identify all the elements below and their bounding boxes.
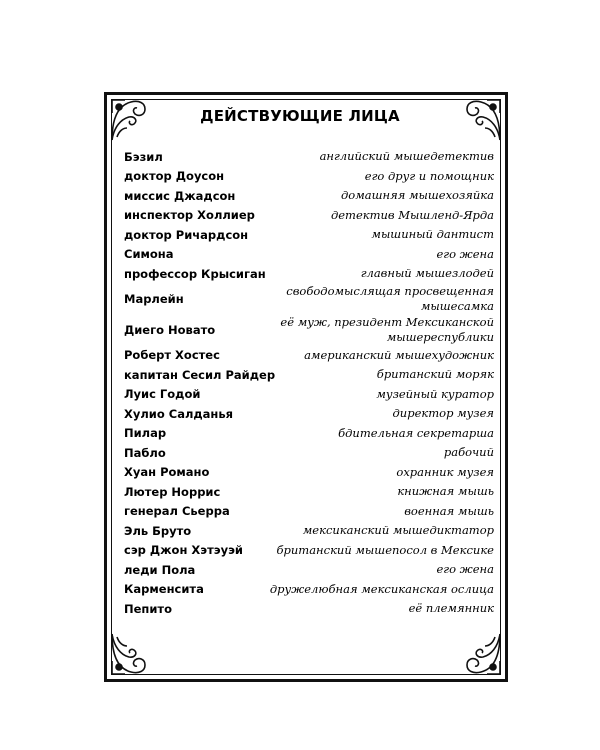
role-line: детектив Мышленд-Ярда: [330, 207, 494, 222]
cast-row: [124, 186, 494, 206]
cast-row: [124, 443, 494, 463]
cast-row: [124, 365, 494, 385]
role-line: его друг и помощник: [364, 168, 494, 183]
character-name: генерал Сьерра: [124, 504, 230, 519]
character-name: миссис Джадсон: [124, 188, 236, 203]
character-name: Лютер Норрис: [124, 484, 221, 499]
character-name: Карменсита: [124, 582, 204, 597]
role-line: музейный куратор: [376, 386, 494, 401]
character-role: [404, 504, 494, 519]
role-line: свободомыслящая просвещенная: [286, 284, 494, 298]
cast-row: [124, 599, 494, 619]
character-role: [397, 484, 494, 499]
cast-row: [124, 463, 494, 483]
character-name: Симона: [124, 247, 174, 262]
role-line: директор музея: [392, 406, 494, 421]
character-role: [341, 188, 494, 203]
cast-row: [124, 404, 494, 424]
character-name: Хуан Романо: [124, 465, 210, 480]
cast-row: [124, 521, 494, 541]
character-name: Эль Бруто: [124, 523, 192, 538]
role-line: её племянник: [408, 601, 494, 616]
cast-row: [124, 482, 494, 502]
cast-row: [124, 284, 494, 315]
role-line: главный мышезлодей: [360, 266, 494, 281]
cast-row: [124, 424, 494, 444]
page-title: ДЕЙСТВУЮЩИЕ ЛИЦА: [200, 107, 400, 125]
role-line: дружелюбная мексиканская ослица: [269, 581, 494, 596]
character-name: Бэзил: [124, 149, 163, 164]
role-line: мышесамка: [420, 299, 494, 313]
character-role: [436, 562, 494, 577]
character-name: леди Пола: [124, 562, 196, 577]
character-role: [277, 543, 495, 558]
character-name: сэр Джон Хэтэуэй: [124, 543, 243, 558]
character-name: Диего Новато: [124, 323, 216, 337]
character-name: профессор Крысиган: [124, 266, 266, 281]
character-name: доктор Ричардсон: [124, 227, 249, 242]
character-name: Пилар: [124, 426, 167, 441]
corner-ornament-icon: [457, 631, 503, 677]
role-line: мышиный дантист: [371, 227, 494, 242]
character-role: [303, 523, 494, 538]
cast-row: [124, 385, 494, 405]
role-line: военная мышь: [404, 503, 494, 518]
role-line: британский мышепосол в Мексике: [276, 542, 494, 557]
role-line: английский мышедетектив: [319, 149, 494, 164]
character-role: [365, 169, 494, 184]
character-role: [361, 266, 494, 281]
character-role: [286, 284, 494, 314]
character-name: доктор Доусон: [124, 169, 225, 184]
cast-row: [124, 541, 494, 561]
cast-row: [124, 502, 494, 522]
cast-row: [124, 245, 494, 265]
cast-row: [124, 560, 494, 580]
character-role: [396, 465, 494, 480]
character-role: [377, 367, 494, 382]
cast-row: [124, 225, 494, 245]
cast-row: [124, 580, 494, 600]
character-role: [304, 348, 494, 363]
role-line: рабочий: [443, 445, 494, 460]
role-line: американский мышехудожник: [304, 347, 494, 362]
role-line: его жена: [436, 562, 494, 577]
character-role: [320, 149, 494, 164]
character-name: Пабло: [124, 445, 166, 460]
role-line: мышереспублики: [386, 330, 494, 344]
character-role: [280, 315, 494, 345]
role-line: охранник музея: [396, 464, 494, 479]
cast-row: [124, 206, 494, 226]
character-role: [444, 445, 494, 460]
character-name: Марлейн: [124, 292, 184, 306]
character-name: капитан Сесил Райдер: [124, 367, 276, 382]
role-line: домашняя мышехозяйка: [341, 188, 494, 203]
character-name: Луис Годой: [124, 387, 201, 402]
role-line: британский моряк: [376, 367, 494, 382]
character-role: [331, 208, 494, 223]
role-line: его жена: [436, 246, 494, 261]
character-role: [270, 582, 494, 597]
character-role: [338, 426, 494, 441]
corner-ornament-icon: [109, 631, 155, 677]
cast-row: [124, 167, 494, 187]
character-role: [409, 601, 494, 616]
role-line: мексиканский мышедиктатор: [302, 523, 494, 538]
cast-row: [124, 315, 494, 346]
character-role: [436, 247, 494, 262]
role-line: бдительная секретарша: [338, 425, 494, 440]
role-line: книжная мышь: [397, 484, 494, 499]
character-role: [371, 227, 494, 242]
character-name: Роберт Хостес: [124, 348, 220, 363]
character-role: [376, 387, 494, 402]
role-line: её муж, президент Мексиканской: [280, 315, 494, 329]
character-name: инспектор Холлиер: [124, 208, 255, 223]
character-name: Пепито: [124, 601, 172, 616]
character-role: [393, 406, 494, 421]
cast-list: [124, 147, 494, 619]
cast-row: [124, 147, 494, 167]
character-name: Хулио Салданья: [124, 406, 234, 421]
cast-row: [124, 346, 494, 366]
cast-row: [124, 264, 494, 284]
